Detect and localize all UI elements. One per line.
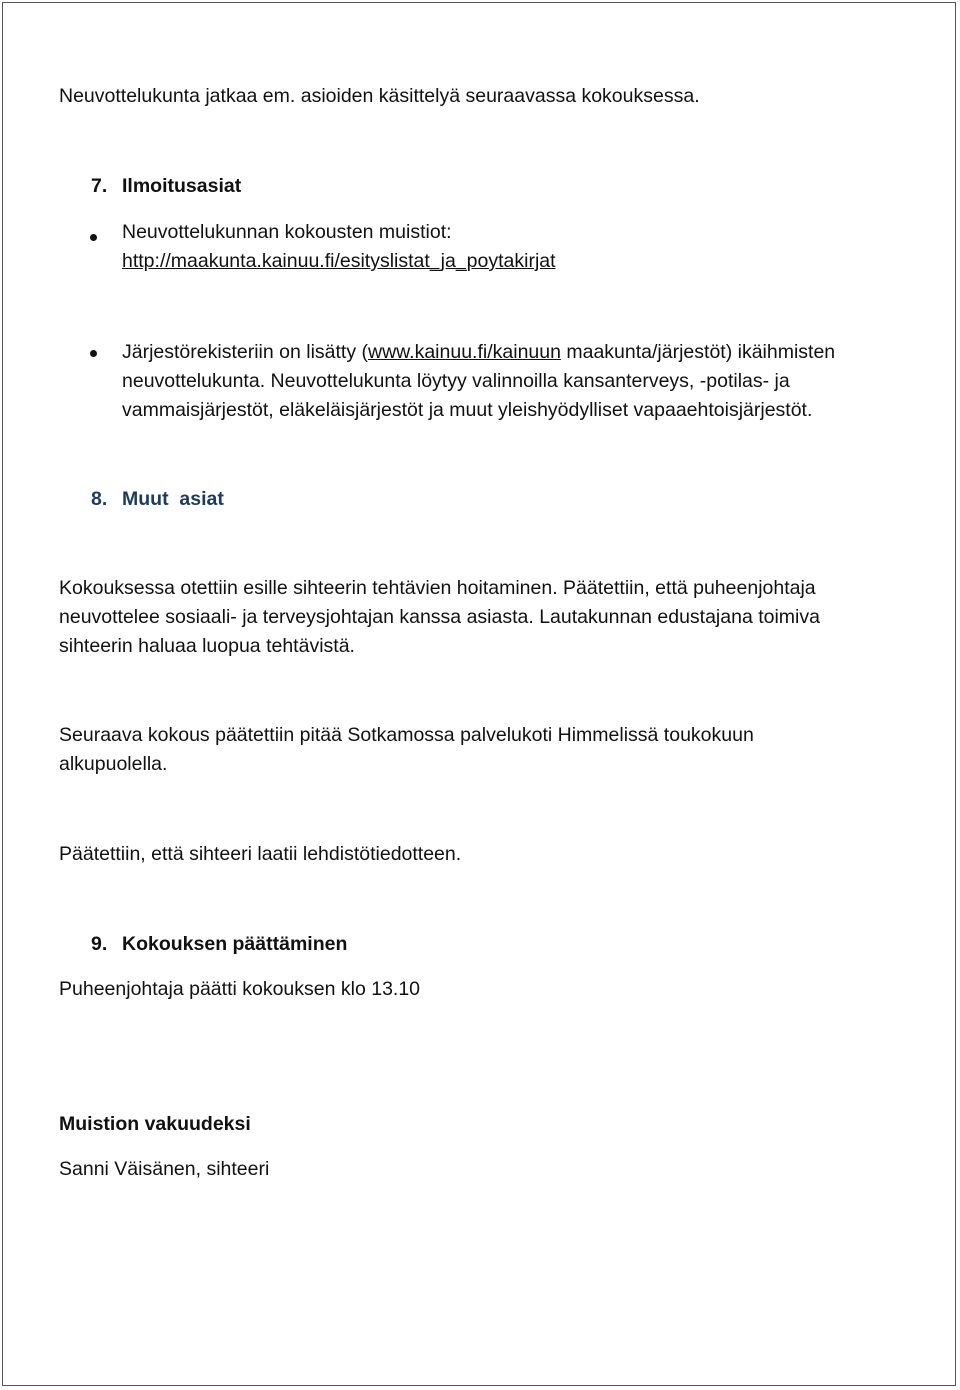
signer-name: Sanni Väisänen, sihteeri [59, 1158, 270, 1180]
section-number: 7. [91, 175, 108, 197]
sec9-paragraph: Puheenjohtaja päätti kokouksen klo 13.10 [59, 978, 421, 1000]
intro-paragraph: Neuvottelukunta jatkaa em. asioiden käsittelyä seuraavassa kokouksessa. [59, 85, 700, 107]
section-title: Muut asiat [122, 488, 224, 510]
bullet-1-line-1: Neuvottelukunnan kokousten muistiot: [122, 221, 452, 243]
bullet-2-post: maakunta/järjestöt) ikäihmisten [560, 341, 836, 363]
bullet-2-line-1 [122, 338, 835, 367]
sec8-para1-line2: neuvottelee sosiaali- ja terveysjohtajan kanssa asiasta. Lautakunnan edustajana toimiva [59, 606, 820, 628]
bullet-2-pre: Järjestörekisteriin on lisätty ( [122, 341, 368, 363]
section-number: 9. [91, 933, 108, 955]
closing-heading: Muistion vakuudeksi [59, 1113, 251, 1135]
bullet-2-line-2: neuvottelukunta. Neuvottelukunta löytyy valinnoilla kansanterveys, -potilas- ja [122, 370, 790, 392]
section-number: 8. [91, 488, 108, 510]
sec8-para1-line1: Kokouksessa otettiin esille sihteerin tehtävien hoitaminen. Päätettiin, että puheenjohtaja [59, 577, 816, 599]
bullet-icon [90, 350, 97, 357]
kainuu-link[interactable]: www.kainuu.fi/kainuun [368, 341, 561, 363]
bullet-icon [90, 234, 97, 241]
sec8-para1-line3: sihteerin haluaa luopua tehtävistä. [59, 635, 355, 657]
section-title: Ilmoitusasiat [122, 175, 242, 197]
sec8-para3: Päätettiin, että sihteeri laatii lehdistötiedotteen. [59, 843, 462, 865]
section-title: Kokouksen päättäminen [122, 933, 348, 955]
sec8-para2-line1: Seuraava kokous päätettiin pitää Sotkamossa palvelukoti Himmelissä toukokuun [59, 724, 754, 746]
bullet-2-line-3: vammaisjärjestöt, eläkeläisjärjestöt ja muut yleishyödylliset vapaaehtoisjärjestöt. [122, 399, 813, 421]
minutes-link[interactable]: http://maakunta.kainuu.fi/esityslistat_ja_poytakirjat [122, 250, 556, 272]
sec8-para2-line2: alkupuolella. [59, 753, 168, 775]
bullet-1-line-2 [122, 247, 556, 276]
